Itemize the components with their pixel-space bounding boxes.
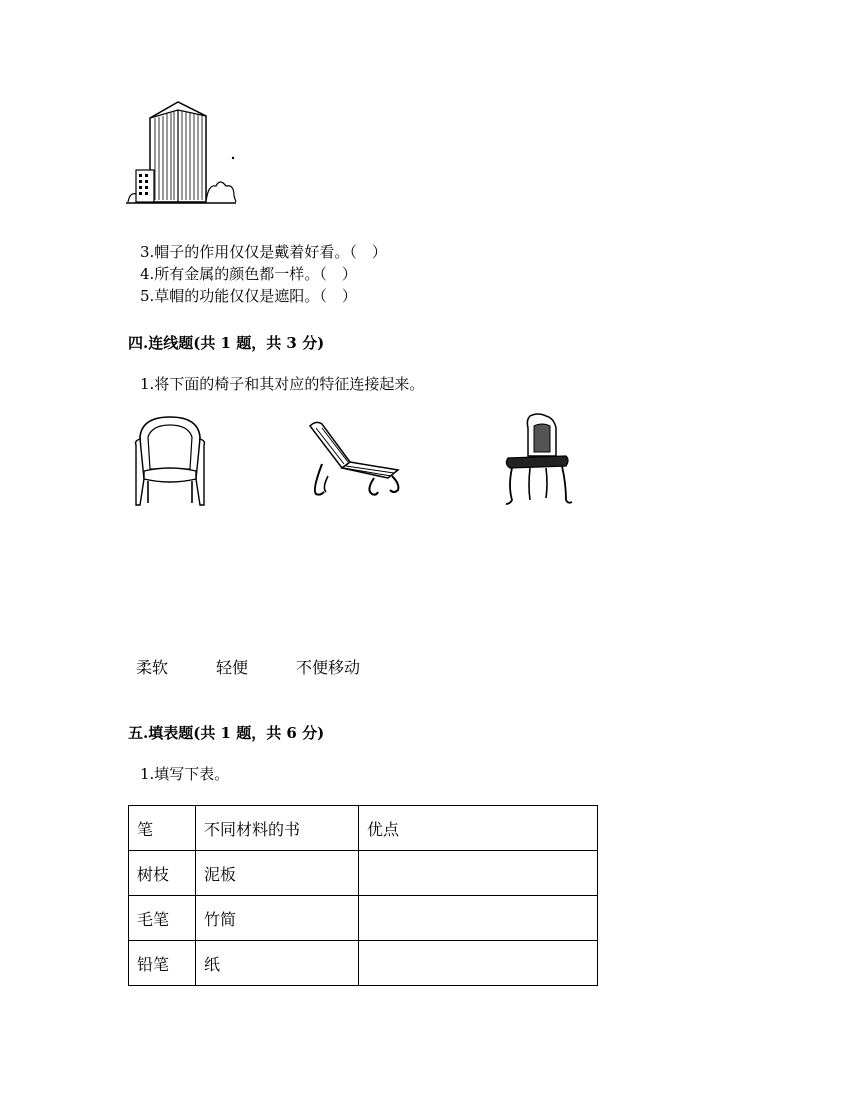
feature-light: 轻便 [216, 658, 249, 677]
table-cell: 铅笔 [129, 941, 196, 986]
feature-soft: 柔软 [136, 658, 169, 677]
dining-chair-icon [500, 412, 576, 508]
table-cell: 泥板 [196, 851, 359, 896]
table-cell: 树枝 [129, 851, 196, 896]
table-header-cell: 不同材料的书 [196, 806, 359, 851]
table-cell: 竹简 [196, 896, 359, 941]
building-icon [126, 100, 238, 206]
table-row [129, 941, 598, 986]
statement-5: 5.草帽的功能仅仅是遮阳。（ ） [140, 287, 357, 305]
table-row [129, 896, 598, 941]
answer-cell[interactable] [359, 896, 598, 941]
statement-3: 3.帽子的作用仅仅是戴着好看。（ ） [140, 243, 387, 261]
section-5-question: 1.填写下表。 [140, 765, 230, 783]
section-5-heading: 五.填表题(共 1 题，共 6 分) [128, 724, 325, 742]
table-cell: 纸 [196, 941, 359, 986]
bench-icon [302, 420, 404, 502]
feature-hard-to-move: 不便移动 [296, 658, 361, 677]
answer-cell[interactable] [359, 941, 598, 986]
section-4-heading: 四.连线题(共 1 题，共 3 分) [128, 334, 325, 352]
statement-4: 4.所有金属的颜色都一样。（ ） [140, 265, 357, 283]
table-header-cell: 优点 [359, 806, 598, 851]
table-row [129, 851, 598, 896]
answer-cell[interactable] [359, 851, 598, 896]
fill-table [128, 805, 598, 986]
armchair-icon [132, 415, 208, 507]
table-header-row [129, 806, 598, 851]
section-4-question: 1.将下面的椅子和其对应的特征连接起来。 [140, 375, 425, 393]
table-header-cell: 笔 [129, 806, 196, 851]
table-cell: 毛笔 [129, 896, 196, 941]
